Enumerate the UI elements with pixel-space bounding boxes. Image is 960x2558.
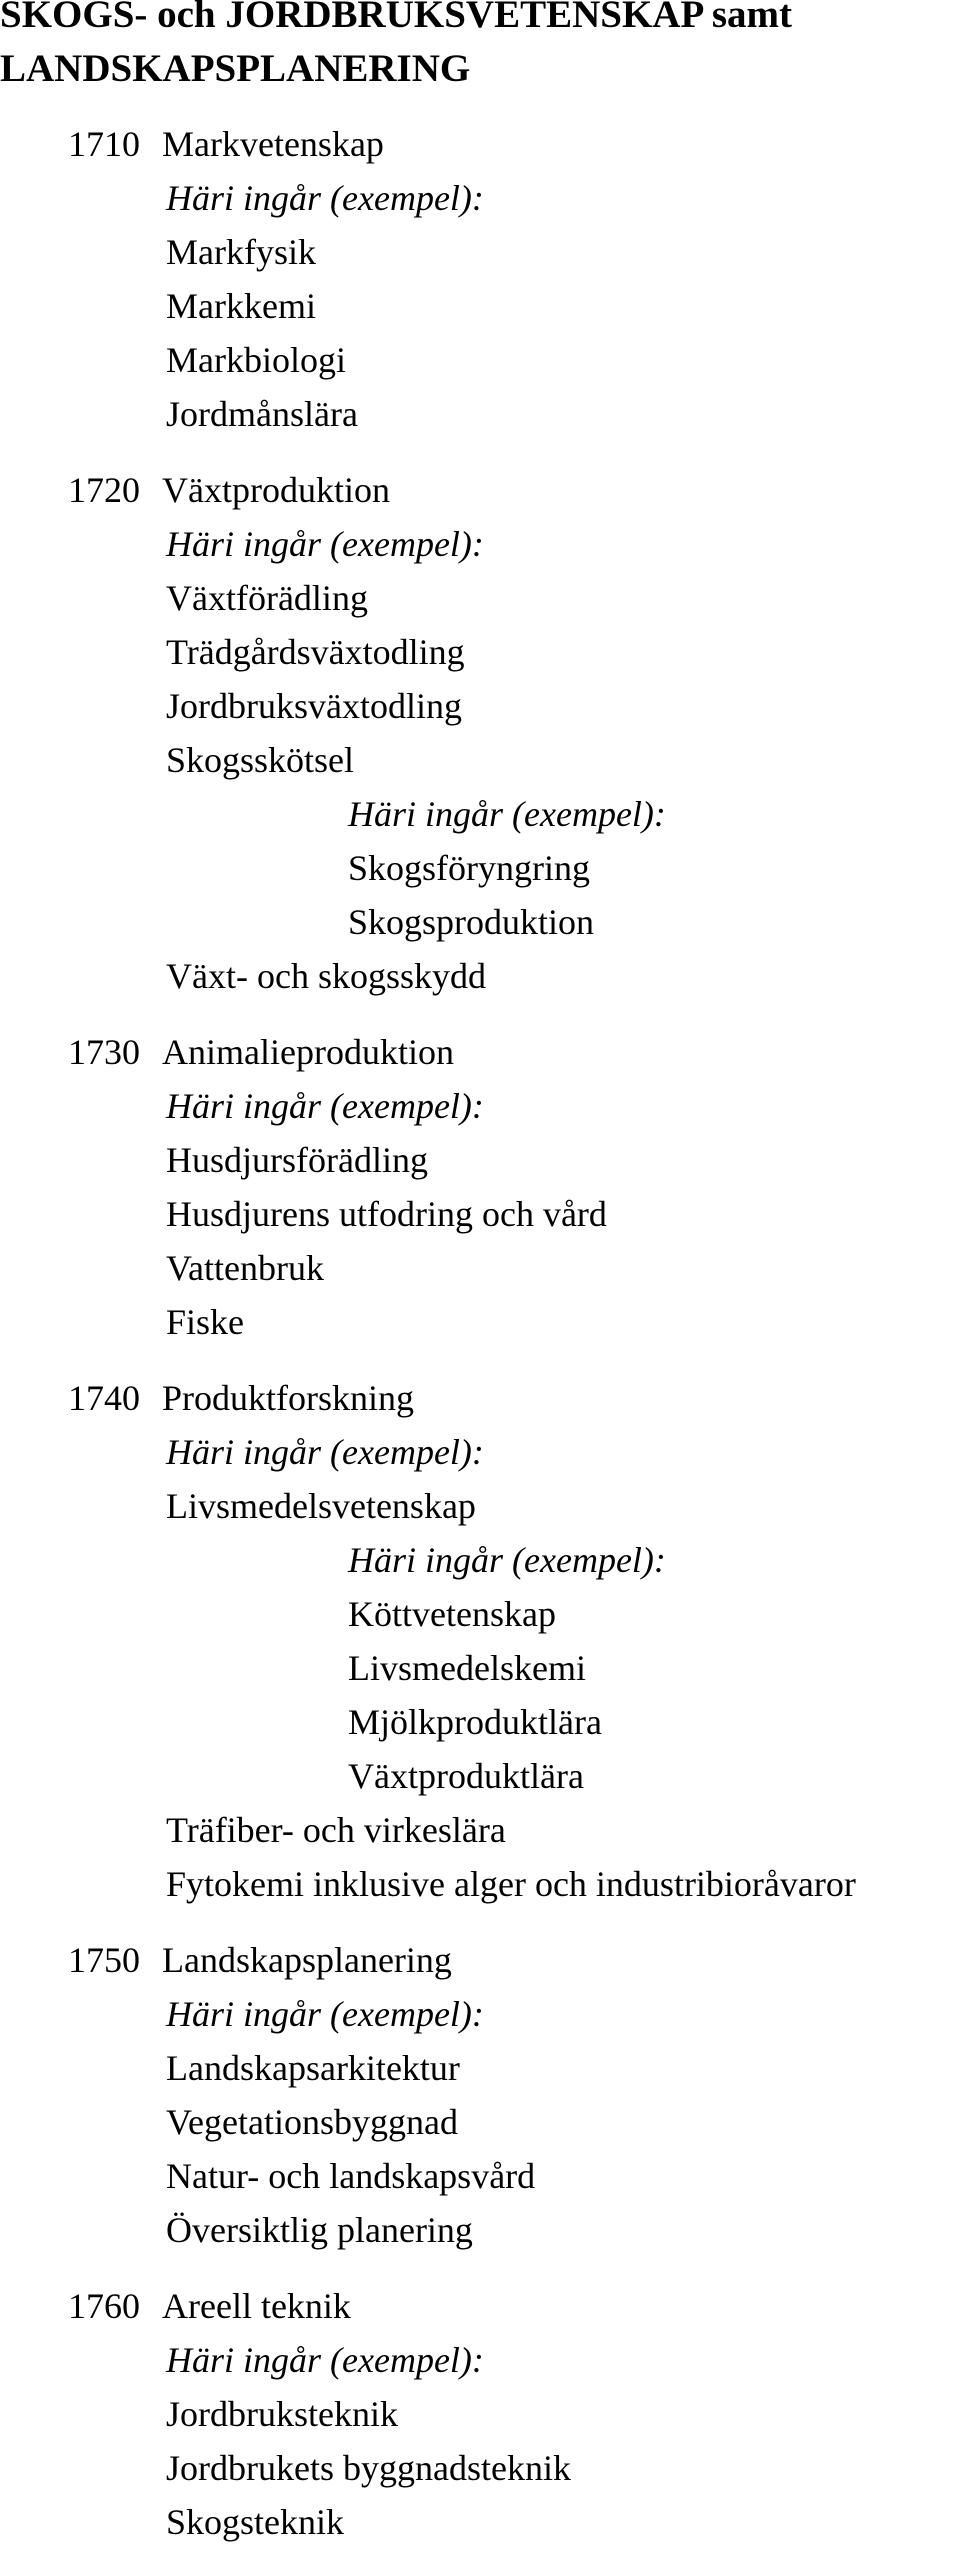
section-heading-1760	[68, 2284, 351, 2328]
section-heading-1750	[68, 1938, 452, 1982]
sub-intro-label: Häri ingår (exempel):	[348, 1540, 666, 1580]
section-code: 1740	[68, 1378, 140, 1418]
list-item: Trädgårdsväxtodling	[166, 632, 465, 672]
list-item: Husdjursförädling	[166, 1140, 428, 1180]
list-item: Skogsteknik	[166, 2502, 345, 2542]
section-code: 1710	[68, 124, 140, 164]
title-line-2: LANDSKAPSPLANERING	[0, 47, 471, 90]
section-code: 1720	[68, 470, 140, 510]
section-code: 1760	[68, 2286, 140, 2326]
list-item: Livsmedelsvetenskap	[166, 1486, 476, 1526]
list-item: Växtförädling	[166, 578, 368, 618]
list-item: Jordbruksväxtodling	[166, 686, 462, 726]
list-item: Vegetationsbyggnad	[166, 2102, 458, 2142]
section-heading-1710	[68, 122, 384, 166]
sub-list-item: Skogsföryngring	[348, 848, 590, 888]
list-item: Husdjurens utfodring och vård	[166, 1194, 607, 1234]
sub-list-item: Växtproduktlära	[348, 1756, 584, 1796]
sub-list-item: Skogsproduktion	[348, 902, 595, 942]
section-name: Landskapsplanering	[162, 1940, 452, 1980]
sub-intro-label: Häri ingår (exempel):	[348, 794, 666, 834]
section-heading-1730	[68, 1030, 454, 1074]
list-item: Vattenbruk	[166, 1248, 324, 1288]
intro-label: Häri ingår (exempel):	[166, 1086, 484, 1126]
list-item: Jordbruksteknik	[166, 2394, 398, 2434]
section-name: Areell teknik	[162, 2286, 351, 2326]
section-code: 1730	[68, 1032, 140, 1072]
list-item: Markbiologi	[166, 340, 346, 380]
section-heading-1720	[68, 468, 390, 512]
section-name: Animalieproduktion	[162, 1032, 454, 1072]
sub-list-item: Köttvetenskap	[348, 1594, 556, 1634]
section-heading-1740	[68, 1376, 414, 1420]
list-item: Växt- och skogsskydd	[166, 956, 486, 996]
list-item: Skogsskötsel	[166, 740, 355, 780]
list-item: Markkemi	[166, 286, 316, 326]
intro-label: Häri ingår (exempel):	[166, 1432, 484, 1472]
section-name: Produktforskning	[162, 1378, 414, 1418]
intro-label: Häri ingår (exempel):	[166, 178, 484, 218]
list-item: Fytokemi inklusive alger och industribioråvaror	[166, 1864, 856, 1904]
section-name: Växtproduktion	[162, 470, 390, 510]
intro-label: Häri ingår (exempel):	[166, 2340, 484, 2380]
intro-label: Häri ingår (exempel):	[166, 1994, 484, 2034]
list-item: Markfysik	[166, 232, 316, 272]
list-item: Landskapsarkitektur	[166, 2048, 460, 2088]
document-title	[0, 0, 792, 96]
sub-list-item: Livsmedelskemi	[348, 1648, 586, 1688]
list-item: Jordbrukets byggnadsteknik	[166, 2448, 571, 2488]
section-code: 1750	[68, 1940, 140, 1980]
list-item: Översiktlig planering	[166, 2210, 473, 2250]
list-item: Träfiber- och virkeslära	[166, 1810, 506, 1850]
list-item: Fiske	[166, 1302, 245, 1342]
sub-list-item: Mjölkproduktlära	[348, 1702, 602, 1742]
list-item: Natur- och landskapsvård	[166, 2156, 536, 2196]
section-name: Markvetenskap	[162, 124, 384, 164]
list-item: Jordmånslära	[166, 394, 358, 434]
intro-label: Häri ingår (exempel):	[166, 524, 484, 564]
title-line-1: SKOGS- och JORDBRUKSVETENSKAP samt	[0, 0, 793, 36]
